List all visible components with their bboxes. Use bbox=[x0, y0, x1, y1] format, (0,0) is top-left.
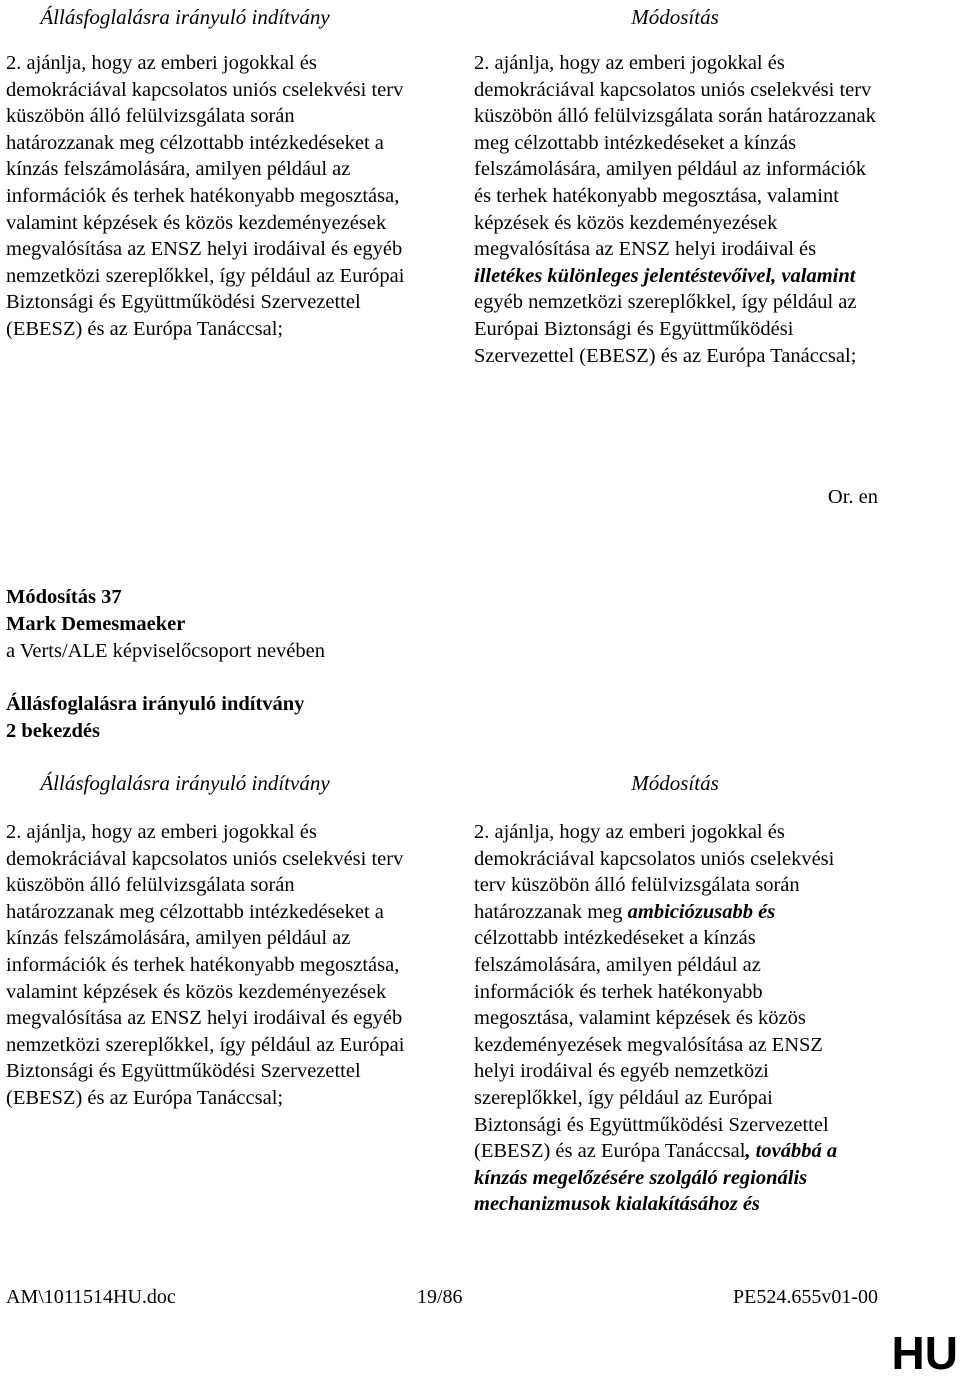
amendment-target: Állásfoglalásra irányuló indítvány bbox=[6, 693, 305, 715]
amended-text-part: célzottabb intézkedéseket a kínzás felszámolására, amilyen például az információk és terhek hatékonyabb megosztása, valamint képzések és közös kezdeményezések megvalósítása az ENSZ helyi irodáival és egyéb nemzetközi szereplőkkel, így például az Európai Biztonsági és Együttműködési Szervezettel (EBESZ) és az Európa Tanáccsal bbox=[474, 927, 829, 1163]
amendment-group: a Verts/ALE képviselőcsoport nevében bbox=[6, 640, 325, 662]
left-column-header: Állásfoglalásra irányuló indítvány bbox=[40, 771, 330, 795]
amendment-author: Mark Demesmaeker bbox=[6, 613, 186, 635]
left-column-header: Állásfoglalásra irányuló indítvány bbox=[40, 5, 330, 29]
right-column-header: Módosítás bbox=[631, 5, 719, 29]
footer-page-number: 19/86 bbox=[417, 1286, 463, 1308]
amended-text-change: , továbbá a kínzás megelőzésére szolgáló regionális mechanizmusok kialakításához és bbox=[474, 1140, 838, 1216]
amendment-paragraph: 2 bekezdés bbox=[6, 720, 100, 742]
amendment-number: Módosítás 37 bbox=[6, 586, 122, 608]
original-text-paragraph: 2. ajánlja, hogy az emberi jogokkal és demokráciával kapcsolatos uniós cselekvési terv küszöbön álló felülvizsgálata során határozzanak meg célzottabb intézkedéseket a kínzás felszámolására, amilyen például az információk és terhek hatékonyabb megosztása, valamint képzések és közös kezdeményezések megvalósítása az ENSZ helyi irodáival és egyéb nemzetközi szereplőkkel, így például az Európai Biztonsági és Együttműködési Szervezettel (EBESZ) és az Európa Tanáccsal; bbox=[6, 52, 405, 340]
footer-pe-ref: PE524.655v01-00 bbox=[733, 1286, 878, 1308]
original-text-paragraph: 2. ajánlja, hogy az emberi jogokkal és demokráciával kapcsolatos uniós cselekvési terv küszöbön álló felülvizsgálata során határozzanak meg célzottabb intézkedéseket a kínzás felszámolására, amilyen például az információk és terhek hatékonyabb megosztása, valamint képzések és közös kezdeményezések megvalósítása az ENSZ helyi irodáival és egyéb nemzetközi szereplőkkel, így például az Európai Biztonsági és Együttműködési Szervezettel (EBESZ) és az Európa Tanáccsal; bbox=[6, 821, 405, 1109]
amended-text-paragraph bbox=[474, 50, 878, 369]
amended-text-paragraph bbox=[474, 819, 864, 1218]
amended-text-change: illetékes különleges jelentéstevőivel, valamint bbox=[474, 264, 856, 287]
original-language-label: Or. en bbox=[827, 486, 878, 508]
amended-text-part: egyéb nemzetközi szereplőkkel, így például az Európai Biztonsági és Együttműködési Szervezettel (EBESZ) és az Európa Tanáccsal; bbox=[474, 291, 857, 367]
amended-text-change: ambiciózusabb és bbox=[627, 900, 776, 923]
amended-text-part: 2. ajánlja, hogy az emberi jogokkal és demokráciával kapcsolatos uniós cselekvési terv küszöbön álló felülvizsgálata során határozzanak meg célzottabb intézkedéseket a kínzás felszámolására, amilyen például az információk és terhek hatékonyabb megosztása, valamint képzések és közös kezdeményezések megvalósítása az ENSZ helyi irodáival és bbox=[474, 52, 876, 261]
amended-text-part: 2. ajánlja, hogy az emberi jogokkal és demokráciával kapcsolatos uniós cselekvési terv küszöbön álló felülvizsgálata során határozzanak meg bbox=[474, 821, 835, 923]
language-code: HU bbox=[891, 1327, 958, 1379]
footer-doc-ref: AM\1011514HU.doc bbox=[6, 1286, 176, 1308]
right-column-header: Módosítás bbox=[631, 771, 719, 795]
